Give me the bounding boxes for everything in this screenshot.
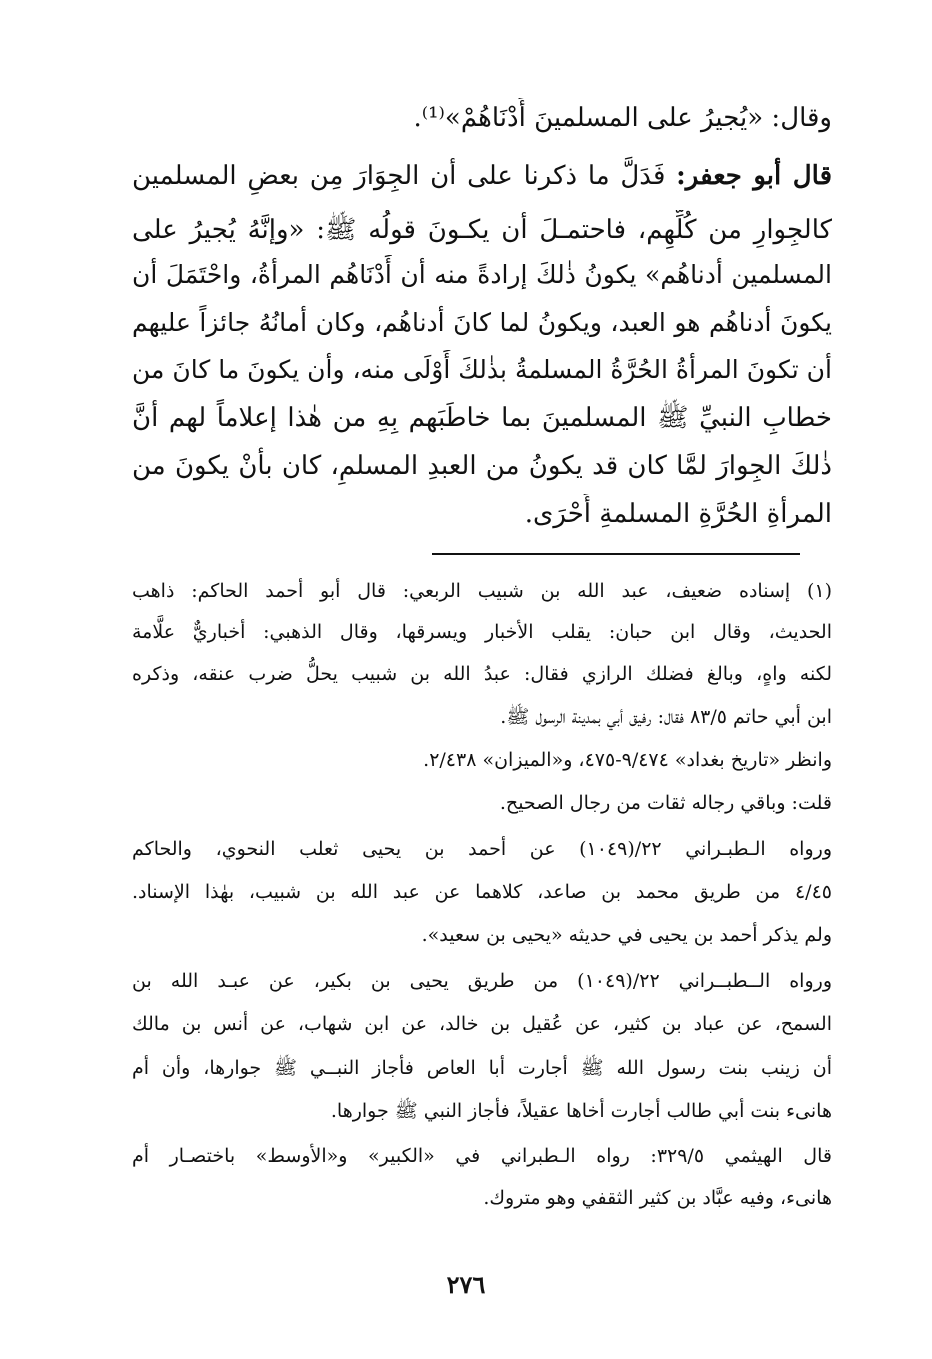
footnote-line: ورواه الـطبـراني ٢٢/(١٠٤٩) عن أحمد بن يحيى ثعلب النحوي، والحاكم (132, 838, 832, 860)
speaker-label: قال أبو جعفر: (676, 161, 832, 191)
main-line-1: قال أبو جعفر: فَدَلَّ ما ذكرنا على أن الجِوَارَ مِن بعضِ المسلمين (132, 161, 832, 191)
page-number: ٢٧٦ (446, 1270, 486, 1299)
intro-line: وقال: «يُجيرُ على المسلمينَ أَدْنَاهُمْ»⁽¹⁾. (413, 103, 832, 133)
footnote-line: ٤/٤٥ من طريق محمد بن صاعد، كلاهما عن عبد الله بن شبيب، بهٰذا الإسناد. (132, 881, 832, 903)
footnote-line: ولم يذكر أحمد بن يحيى في حديثه «يحيى بن سعيد». (421, 924, 832, 946)
footnote-line: هانىء، وفيه عبَّاد بن كثير الثقفي وهو متروك. (483, 1187, 832, 1209)
footnote-line: (١) إسناده ضعيف، عبد الله بن شبيب الربعي: قال أبو أحمد الحاكم: ذاهب (132, 580, 832, 602)
main-line-5: أن تكونَ المرأةُ الحُرَّةُ المسلمةُ بذٰلكَ أَوْلَى منه، وأن يكونَ ما كانَ من (132, 355, 832, 384)
footnote-line: قال الهيثمي ٣٢٩/٥: رواه الـطبراني في «الكبير» و«الأوسط» باختصـار أم (132, 1145, 832, 1167)
footnote-line: ابن أبي حاتم ٨٣/٥ فقال: رفيق أبي بمدينة الرسول ﷺ. (500, 706, 832, 728)
main-line-2: كالجِوارِ من كُلِّهِم، فاحتمـلَ أن يكـونَ قولُه ﷺ: «وإنَّهُ يُجيرُ على (132, 215, 832, 245)
footnote-line: الحديث، وقال ابن حبان: يقلب الأخبار ويسرقها، وقال الذهبي: أخباريٌّ علَّامة (132, 621, 832, 643)
main-line-3: المسلمين أدناهُم» يكونُ ذٰلكَ إرادةً منه أن أَدْنَاهُم المرأةُ، واحْتَمَلَ أن (132, 260, 832, 289)
footnote-line: وانظر «تاريخ بغداد» ٩/٤٧٤-٤٧٥، و«الميزان» ٢/٤٣٨. (423, 749, 832, 771)
footnote-line: قلت: وباقي رجاله ثقات من رجال الصحيح. (499, 792, 832, 814)
footnote-line: ورواه الــطبــراني ٢٢/(١٠٤٩) من طريق يحيى بن بكير، عن عبـد الله بن (132, 970, 832, 992)
main-line-8: المرأةِ الحُرَّةِ المسلمةِ أَحْرَى. (524, 499, 832, 529)
main-line-7: ذٰلكَ الجِوارَ لمَّا كان قد يكونُ من العبدِ المسلمِ، كان بأَنْ يكونَ من (132, 451, 832, 481)
main-line-4: يكونَ أدناهُم هو العبد، ويكونُ لما كانَ أدناهُم، وكان أمانُهُ جائزاً عليهم (132, 308, 832, 337)
footnote-line: لكنه واهٍ، وبالغ فضلك الرازي فقال: عبدُ الله بن شبيب يحلُّ ضرب عنقه، وذكره (132, 663, 832, 685)
footnote-line: السمح، عن عباد بن كثير، عن عُقيل بن خالد، عن ابن شهاب، عن أنس بن مالك (132, 1013, 832, 1035)
main-line-6: خطابِ النبيِّ ﷺ المسلمينَ بما خاطَبَهم بِهِ من هٰذا إعلاماً لهم أنَّ (132, 403, 832, 433)
footnote-line: هانىء بنت أبي طالب أجارت أخاها عقيلاً، فأجاز النبي ﷺ جوارها. (330, 1100, 832, 1122)
footnote-line: أن زينب بنت رسول الله ﷺ أجارت أبا العاص فأجاز النبــي ﷺ جوارها، وأن أم (132, 1057, 832, 1079)
footnote-divider (432, 553, 800, 555)
